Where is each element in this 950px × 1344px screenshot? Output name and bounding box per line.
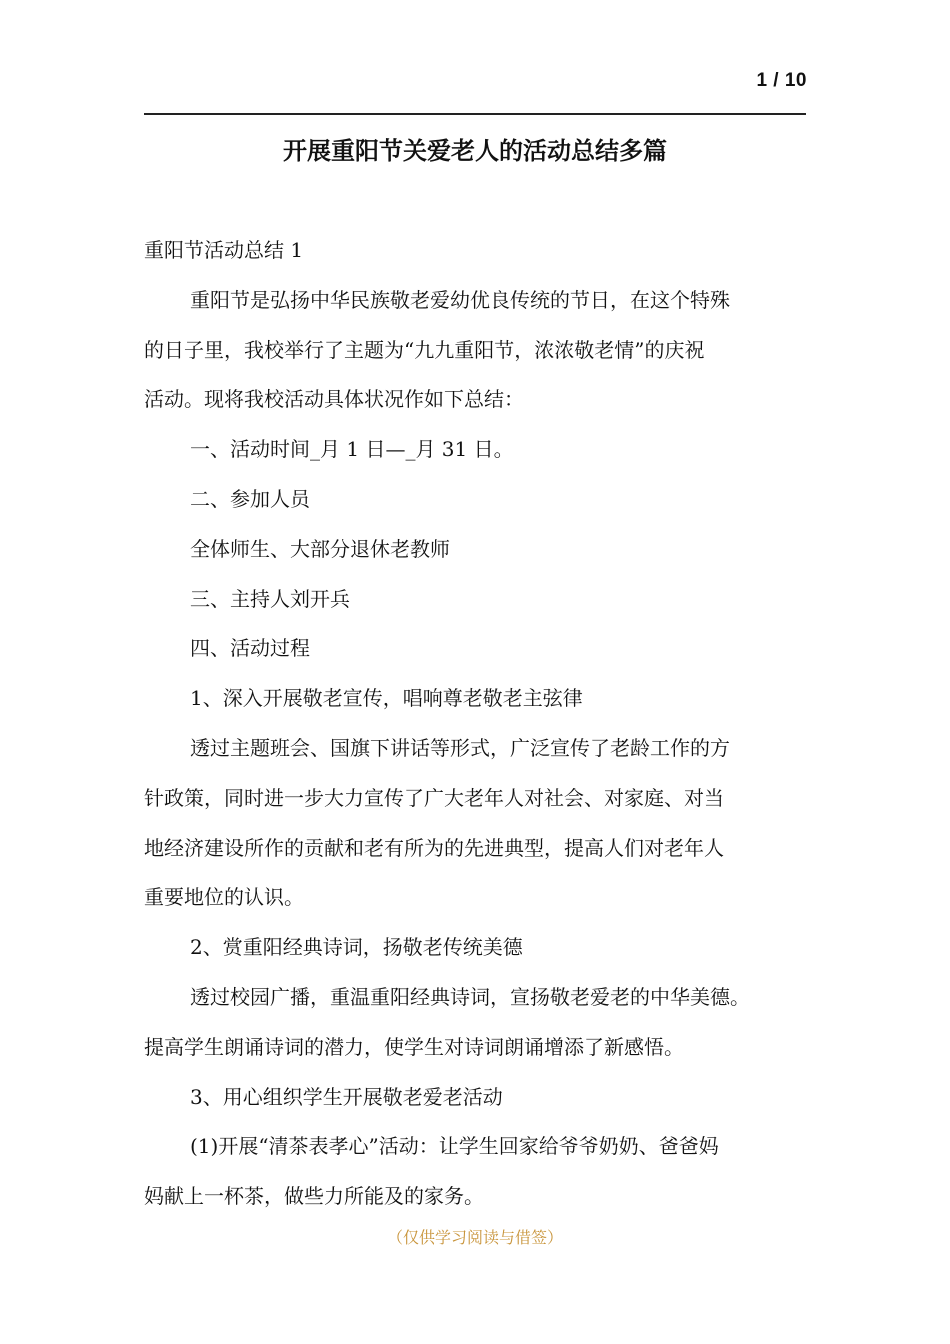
paragraph-line: 针政策，同时进一步大力宣传了广大老年人对社会、对家庭、对当 xyxy=(144,785,724,810)
paragraph-line: (1)开展“清茶表孝心”活动：让学生回家给爷爷奶奶、爸爸妈 xyxy=(190,1134,719,1159)
header-divider xyxy=(144,113,806,115)
paragraph-line: 重要地位的认识。 xyxy=(144,885,304,910)
paragraph-line: 的日子里，我校举行了主题为“九九重阳节，浓浓敬老情”的庆祝 xyxy=(144,337,705,362)
paragraph-line: 重阳节是弘扬中华民族敬老爱幼优良传统的节日，在这个特殊 xyxy=(190,287,730,312)
subheading: 2、赏重阳经典诗词，扬敬老传统美德 xyxy=(190,935,523,960)
paragraph-line: 全体师生、大部分退休老教师 xyxy=(190,536,450,561)
list-item: 一、活动时间_月 1 日—_月 31 日。 xyxy=(190,437,514,462)
subheading: 3、用心组织学生开展敬老爱老活动 xyxy=(190,1084,503,1109)
footer-note: （仅供学习阅读与借签） xyxy=(386,1228,563,1247)
paragraph-line: 透过校园广播，重温重阳经典诗词，宣扬敬老爱老的中华美德。 xyxy=(190,984,750,1009)
paragraph-line: 活动。现将我校活动具体状况作如下总结： xyxy=(144,387,524,412)
subheading: 1、深入开展敬老宣传，唱响尊老敬老主弦律 xyxy=(190,686,583,711)
document-body xyxy=(144,226,808,1222)
list-item: 四、活动过程 xyxy=(190,636,310,661)
paragraph-line: 妈献上一杯茶，做些力所能及的家务。 xyxy=(144,1184,484,1209)
paragraph-line: 透过主题班会、国旗下讲话等形式，广泛宣传了老龄工作的方 xyxy=(190,735,730,760)
list-item: 二、参加人员 xyxy=(190,486,310,511)
list-item: 三、主持人刘开兵 xyxy=(190,586,350,611)
page-number: 1 / 10 xyxy=(756,70,807,91)
paragraph-line: 提高学生朗诵诗词的潜力，使学生对诗词朗诵增添了新感悟。 xyxy=(144,1034,684,1059)
paragraph-line: 地经济建设所作的贡献和老有所为的先进典型，提高人们对老年人 xyxy=(144,835,724,860)
document-title: 开展重阳节关爱老人的活动总结多篇 xyxy=(283,137,667,165)
section-heading: 重阳节活动总结 1 xyxy=(144,238,304,262)
